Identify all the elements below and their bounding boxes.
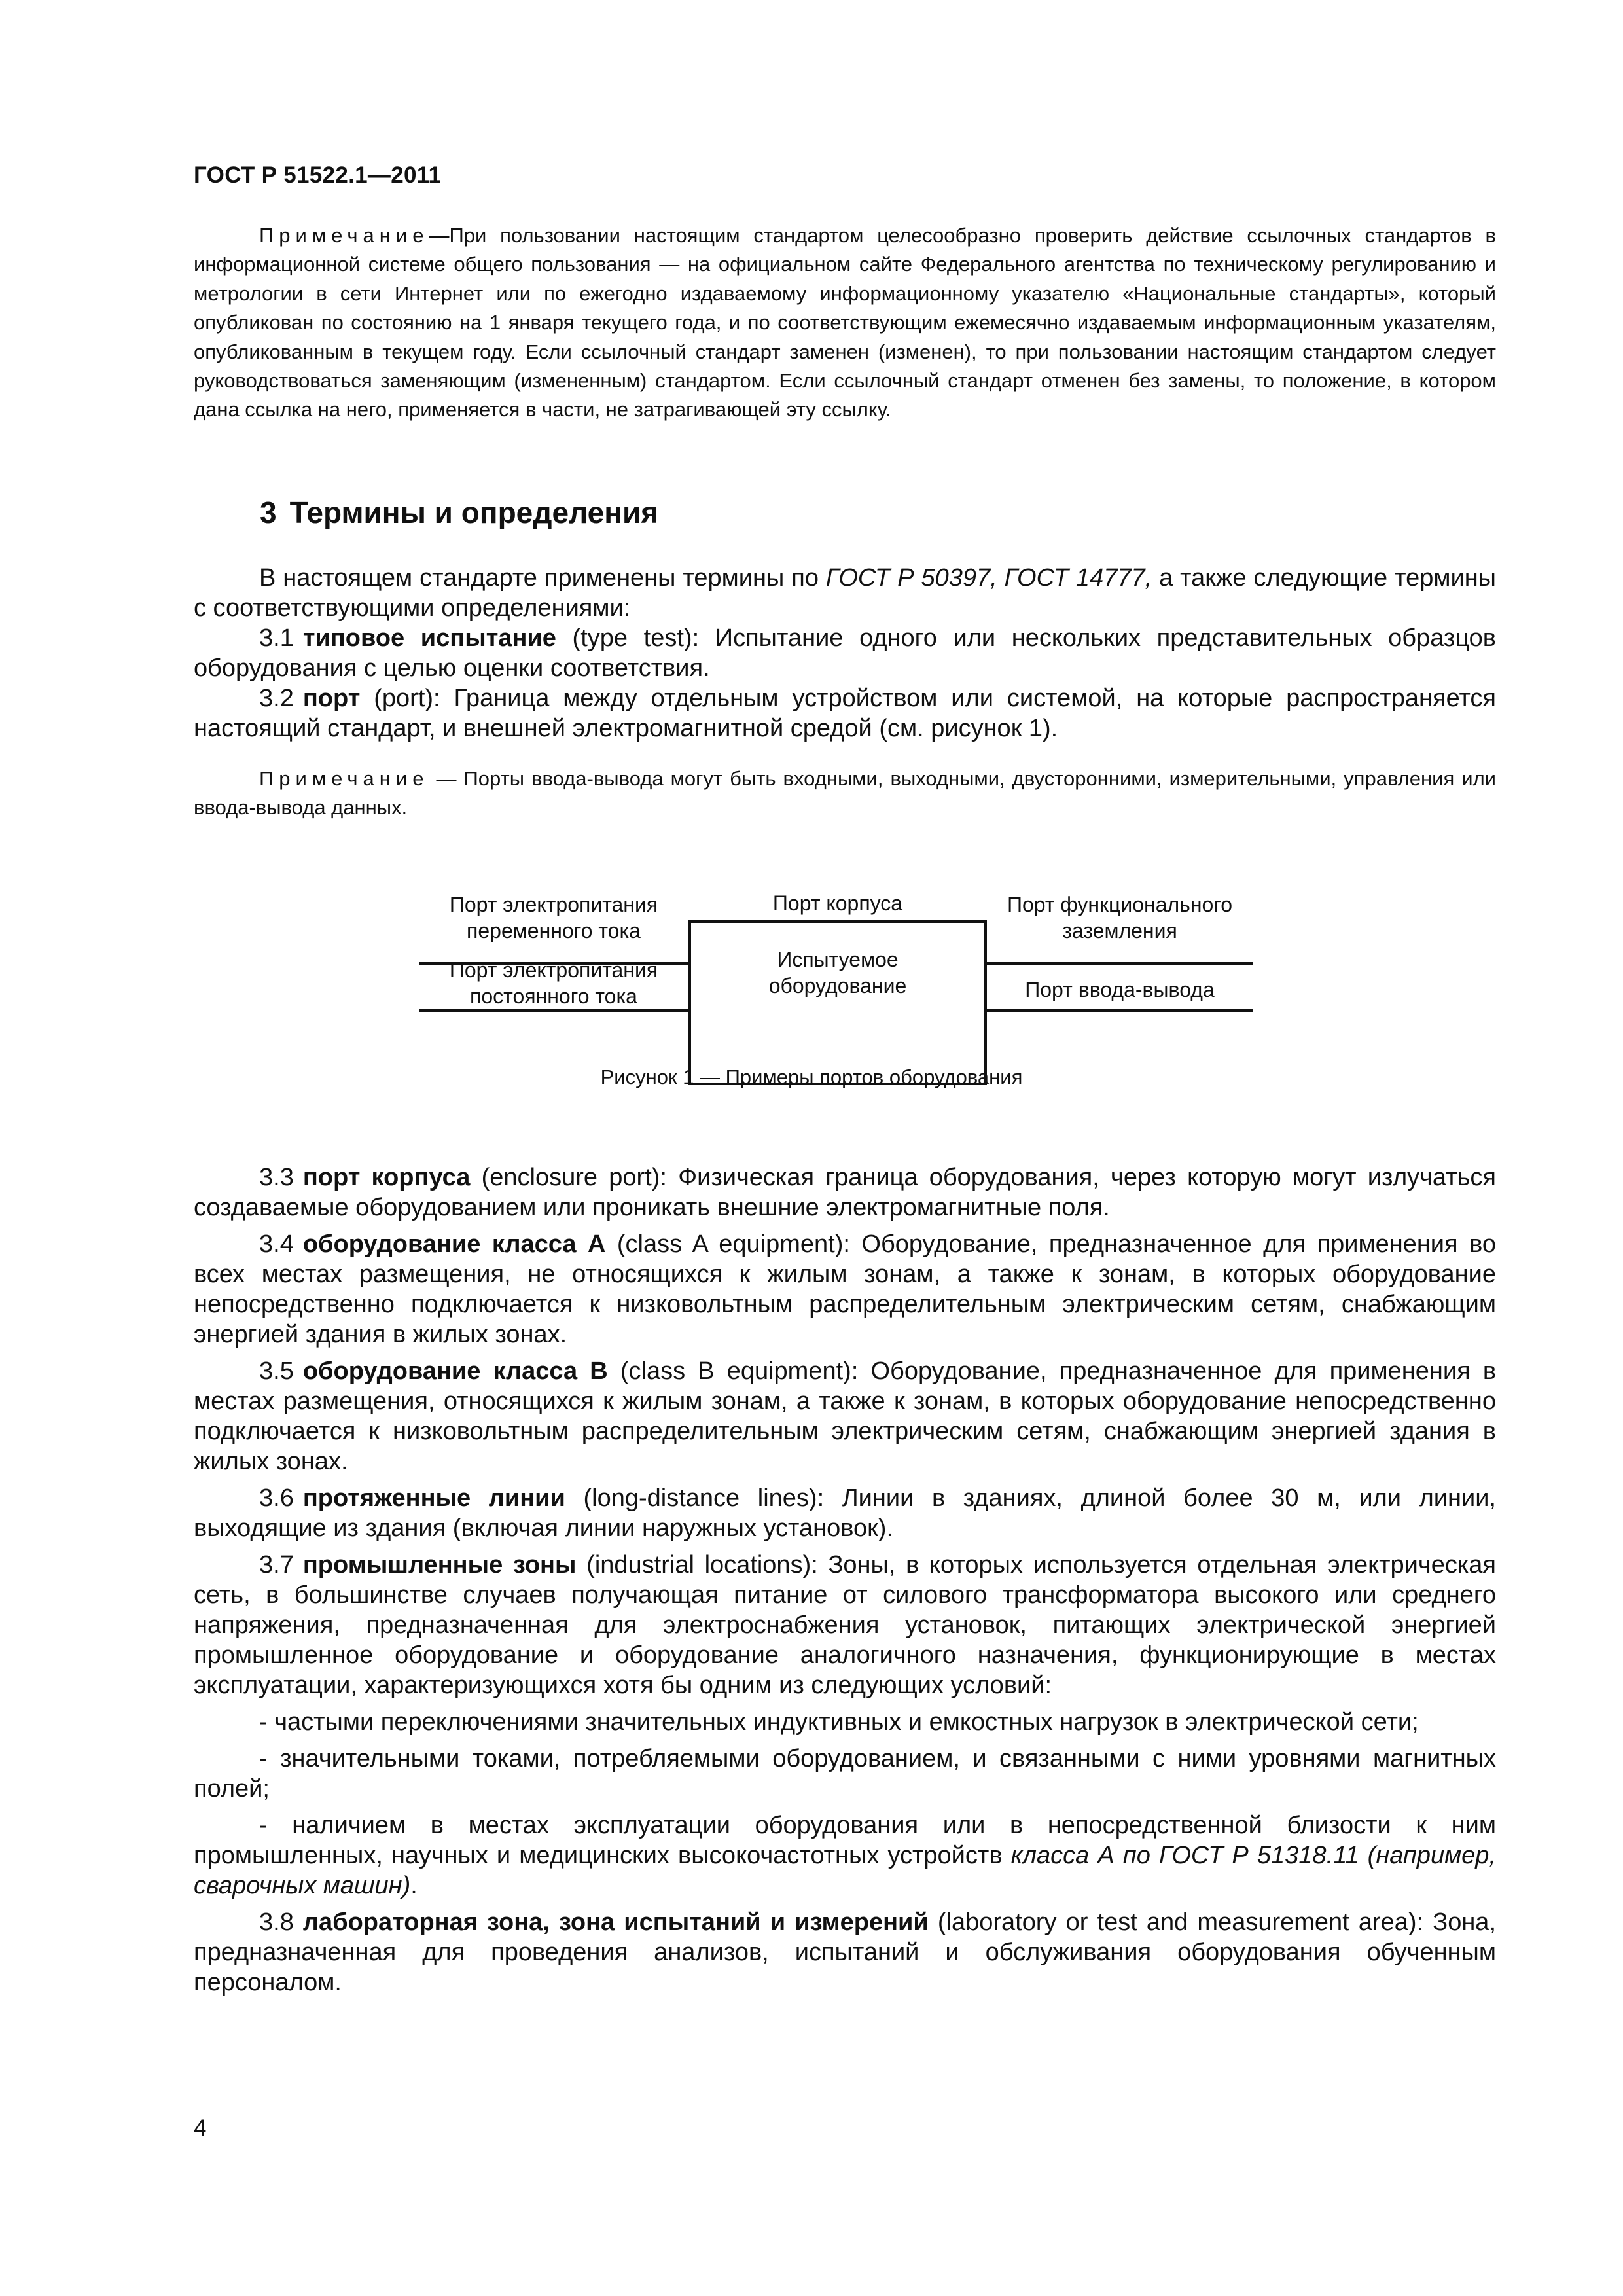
ports-diagram (0, 864, 1623, 1100)
term-3-5 (194, 1356, 1496, 1477)
term-number: 3.3 (259, 1164, 294, 1191)
page-number: 4 (194, 2115, 207, 2141)
condition-item (194, 1744, 1496, 1804)
term-definition: (type test): Испытание одного или нескольких представительных образцов оборудования с целью оценки соответствия. (194, 624, 1496, 682)
term-number: 3.4 (259, 1230, 294, 1258)
ac-port-label: Порт электропитания переменного тока (449, 893, 658, 942)
intro-text-end: а также следующие термины с соответствующими определениями: (194, 564, 1496, 622)
note-text: — Порты ввода-вывода могут быть входными, выходными, двусторонними, измерительными, управления или ввода-вывода данных. (194, 767, 1496, 819)
term-number: 3.1 (259, 624, 294, 652)
earth-port-line (987, 962, 1253, 965)
term-name: порт корпуса (302, 1164, 471, 1191)
io-port-line (987, 1009, 1253, 1012)
term-name: оборудование класса В (302, 1357, 608, 1385)
note-text: —При пользовании настоящим стандартом целесообразно проверить действие ссылочных стандартов в информационной системе общего пользования — на официальном сайте Федерального агентства по техническому регулированию и метрологии в сети Интернет или по ежегодно издаваемому информационному указателю «Национальные стандарты», который опубликован по состоянию на 1 января текущего года, и по соответствующим ежемесячно издаваемым информационным указателям, опубликованным в текущем году. Если ссылочный стандарт заменен (изменен), то при пользовании настоящим стандартом следует руководствоваться заменяющим (измененным) стандартом. Если ссылочный стандарт отменен без замены, то положение, в котором дана ссылка на него, применяется в части, не затрагивающей эту ссылку. (194, 224, 1496, 422)
term-definition: (laboratory or test and measurement area): Зона, предназначенная для проведения анализов, испытаний и обслуживания оборудования обученным персоналом. (194, 1909, 1497, 1996)
condition-item (194, 1810, 1496, 1901)
term-definition: (class B equipment): Оборудование, предназначенное для применения в местах размещения, относящихся к жилым зонам, а также к зонам, в которых оборудование непосредственно подключается к низковольтным распределительным электрическим сетям, снабжающим энергией здания в жилых зонах. (194, 1357, 1497, 1475)
condition-end: . (410, 1872, 418, 1899)
term-name: порт (302, 685, 361, 712)
term-3-8 (194, 1907, 1496, 1998)
intro-refs: ГОСТ Р 50397, ГОСТ 14777, (825, 564, 1152, 592)
term-definition: (long-distance lines): Линии в зданиях, длиной более 30 м, или линии, выходящие из здания (включая линии наружных установок). (194, 1484, 1496, 1542)
term-definition: (class A equipment): Оборудование, предназначенное для применения во всех местах размещения, не относящихся к жилым зонам, а также к зонам, в которых оборудование непосредственно подключается к низковольтным распределительным электрическим сетям, снабжающим энергией здания в жилых зонах. (194, 1230, 1496, 1348)
figure-caption: Рисунок 1 — Примеры портов оборудования (600, 1066, 1023, 1088)
ports-note (194, 764, 1496, 823)
term-name: типовое испытание (302, 624, 556, 652)
term-number: 3.6 (259, 1484, 294, 1512)
enclosure-port-label: Порт корпуса (772, 891, 903, 915)
condition-text: - частыми переключениями значительных индуктивных и емкостных нагрузок в электрической сети; (259, 1708, 1419, 1736)
section-number: 3 (260, 495, 277, 529)
condition-text: - значительными токами, потребляемыми оборудованием, и связанными с ними уровнями магнитных полей; (194, 1745, 1496, 1803)
term-name: протяженные линии (302, 1484, 565, 1512)
terms-block-b (194, 1162, 1496, 1998)
eut-label: Испытуемое оборудование (768, 948, 907, 997)
io-port-label: Порт ввода-вывода (1025, 978, 1215, 1001)
term-3-6 (194, 1483, 1496, 1543)
term-number: 3.2 (259, 685, 294, 712)
reference-note (194, 221, 1496, 425)
condition-item (194, 1707, 1496, 1737)
term-number: 3.5 (259, 1357, 294, 1385)
note-label: Примечание (259, 767, 429, 790)
standard-header: ГОСТ Р 51522.1—2011 (194, 162, 442, 188)
intro-paragraph (194, 563, 1496, 623)
term-definition: (industrial locations): Зоны, в которых используется отдельная электрическая сеть, в большинстве случаев получающая питание от силового трансформатора высокого или среднего напряжения, предназначенная для электроснабжения установок, питающих электрической энергией промышленное оборудование и оборудование аналогичного назначения, функционирующие в местах эксплуатации, характеризующихся хотя бы одним из следующих условий: (194, 1551, 1496, 1699)
reference-note-paragraph (194, 221, 1496, 425)
ports-note-paragraph (194, 764, 1496, 823)
term-number: 3.7 (259, 1551, 294, 1579)
term-name: промышленные зоны (302, 1551, 577, 1579)
intro-text: В настоящем стандарте применены термины по (259, 564, 826, 592)
term-3-7 (194, 1550, 1496, 1700)
eut-box (688, 920, 987, 1085)
term-3-4 (194, 1229, 1496, 1350)
condition-text: - наличием в местах эксплуатации оборудования или в непосредственной близости к ним промышленных, научных и медицинских высокочастотных устройств (194, 1812, 1496, 1869)
earth-port-label: Порт функционального заземления (1007, 893, 1233, 942)
term-3-2 (194, 683, 1496, 744)
term-definition: (enclosure port): Физическая граница оборудования, через которую могут излучаться создаваемые оборудованием или проникать внешние электромагнитные поля. (194, 1164, 1497, 1221)
section-title: Термины и определения (289, 495, 659, 529)
term-3-3 (194, 1162, 1496, 1223)
dc-port-line (419, 1009, 688, 1012)
term-number: 3.8 (259, 1909, 294, 1936)
note-label: Примечание (259, 224, 429, 247)
term-name: лабораторная зона, зона испытаний и измерений (302, 1909, 929, 1936)
term-name: оборудование класса А (302, 1230, 606, 1258)
terms-block-a (194, 563, 1496, 744)
dc-port-label: Порт электропитания постоянного тока (449, 958, 658, 1008)
term-definition: (port): Граница между отдельным устройством или системой, на которые распространяется настоящий стандарт, и внешней электромагнитной средой (см. рисунок 1). (194, 685, 1496, 742)
section-heading (260, 495, 658, 530)
condition-reference: класса А по ГОСТ Р 51318.11 (например, сварочных машин) (194, 1842, 1496, 1899)
term-3-1 (194, 623, 1496, 683)
